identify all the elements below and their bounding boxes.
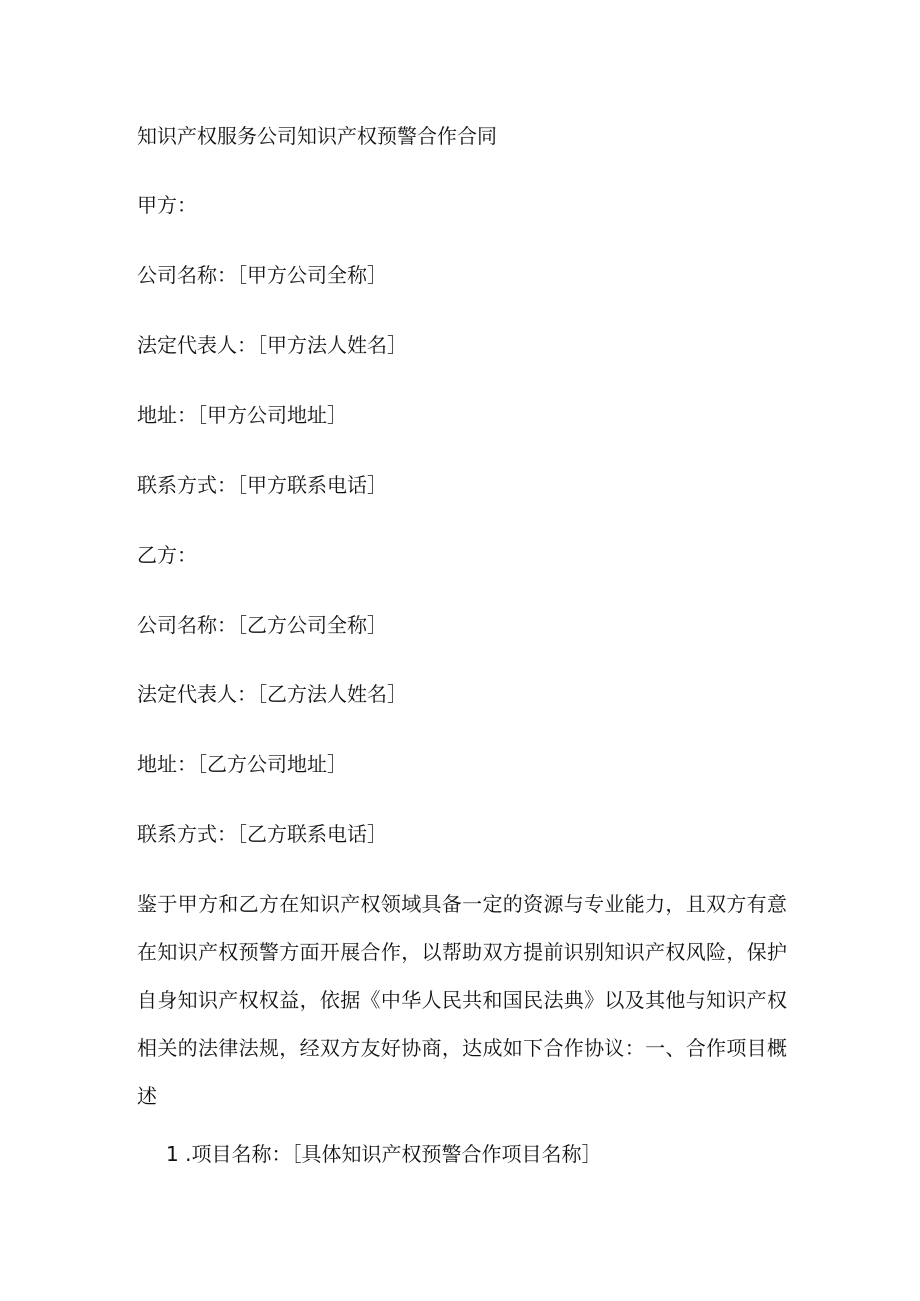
party-b-company-name: 公司名称：［乙方公司全称］	[137, 613, 387, 637]
party-b-address: 地址：［乙方公司地址］	[137, 752, 347, 776]
preamble-paragraph: 鉴于甲方和乙方在知识产权领域具备一定的资源与专业能力，且双方有意在知识产权预警方面开展合作，以帮助双方提前识别知识产权风险，保护自身知识产权权益，依据《中华人民共和国民法典》以及其他与知识产权相关的法律法规，经双方友好协商，达成如下合作协议：一、合作项目概述	[137, 892, 787, 1108]
party-b-contact: 联系方式：［乙方联系电话］	[137, 822, 387, 846]
party-a-contact: 联系方式：［甲方联系电话］	[137, 473, 387, 497]
party-a-legal-representative: 法定代表人：［甲方法人姓名］	[137, 333, 407, 357]
party-a-heading: 甲方：	[137, 193, 197, 217]
section-1-item-project-name: 1 .项目名称：［具体知识产权预警合作项目名称］	[166, 1142, 602, 1166]
party-a-address: 地址：［甲方公司地址］	[137, 403, 347, 427]
document-title: 知识产权服务公司知识产权预警合作合同	[137, 124, 497, 148]
party-b-legal-representative: 法定代表人：［乙方法人姓名］	[137, 682, 407, 706]
party-a-company-name: 公司名称：［甲方公司全称］	[137, 263, 387, 287]
party-b-heading: 乙方：	[137, 543, 197, 567]
